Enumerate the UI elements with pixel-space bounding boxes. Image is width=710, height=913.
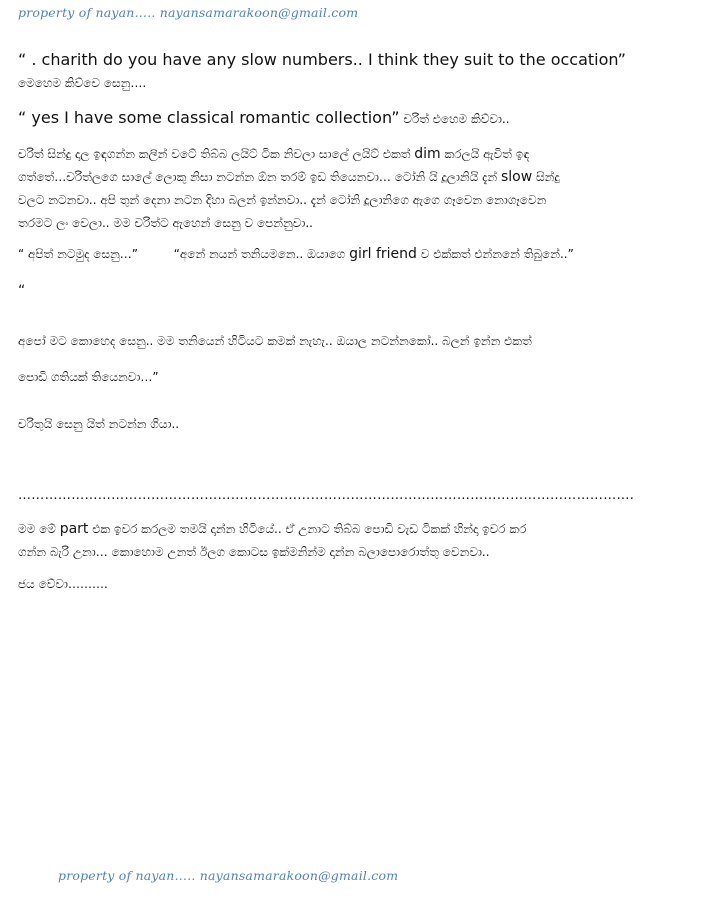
- sinhala-text: ගත්තේ…චරිත්ලගෙ සාලේ ලොකු නිසා නටන්න ඕන තරම් ඉඩ තියෙනවා… ටෝනි යි දූලානියි දැන්: [18, 170, 498, 184]
- paragraph-3: [18, 143, 692, 235]
- paragraph-3-line-2: [18, 166, 692, 189]
- english-quote: “ . charith do you have any slow numbers.. I think they suit to the occation”: [18, 50, 626, 69]
- header-watermark: property of nayan….. nayansamarakoon@gmail.com: [18, 5, 359, 20]
- sinhala-quote: “ අපිත් නටමුද සෙනු…”: [18, 247, 139, 261]
- footer-watermark: property of nayan….. nayansamarakoon@gmail.com: [58, 868, 399, 883]
- paragraph-7: චරිතුයි සෙනු යිත් නටන්න ගියා..: [18, 417, 180, 431]
- paragraph-8: [18, 518, 692, 564]
- paragraph-6-line-1: අපෝ මට කොහෙද සෙනු.. මම තනියෙන් හිටියට කමක් නැහැ.. ඔයාල නටන්නකෝ.. බලන් ඉන්න එකත්: [18, 334, 532, 348]
- divider-dots: ………………………………………………………………………………………………………………………….: [18, 488, 635, 503]
- paragraph-4: [18, 243, 692, 266]
- sinhala-text: මම මේ: [18, 522, 56, 536]
- paragraph-8-line-2: ගන්න බැරි උනා… කොහොම උනත් ඊලග කොටස ඉක්මනින්ම දාන්න බලාපොරොත්තු වෙනවා..: [18, 545, 490, 559]
- paragraph-3-line-1: [18, 143, 692, 166]
- paragraph-1: [18, 48, 692, 73]
- sinhala-quote: ව එක්කත් එන්නනේ තිබුනේ..”: [420, 247, 574, 261]
- english-word: dim: [414, 146, 441, 162]
- paragraph-2: [18, 106, 692, 131]
- english-quote: “ yes I have some classical romantic collection”: [18, 108, 400, 127]
- paragraph-5: [18, 280, 692, 303]
- paragraph-8-line-1: [18, 518, 692, 541]
- english-word: part: [59, 521, 89, 537]
- sinhala-text: එක ඉවර කරලම තමයි දාන්න හිටියේ.. ඒ උනාට තිබ්බ පොඩි වැඩ ටිකක් හින්දා ඉවර කර: [92, 522, 527, 536]
- open-quote: “: [18, 283, 26, 299]
- sinhala-quote: “අනේ නයන් තනියමනෙ.. ඔයාගෙ: [173, 247, 346, 261]
- paragraph-9: ජය වේවා……….: [18, 577, 108, 591]
- sinhala-text: චරිත් එහෙම කිව්වා..: [403, 112, 510, 126]
- paragraph-1-tail: [18, 72, 692, 95]
- sinhala-text: සින්දු: [536, 170, 560, 184]
- paragraph-6-line-2: පොඩි ගතියක් තියෙනවා…”: [18, 370, 159, 384]
- sinhala-text: චරිත් සින්දු දාල ඉඳගන්න කලින් වටේ තිබ්බ ලයිට් ටික නිවලා සාලේ ලයිට් එකත්: [18, 147, 411, 161]
- paragraph-3-line-3: වලට නටනවා.. අපි තුන් දෙනා නටන දිහා බලන් ඉන්නවා.. දැන් ටෝනි දූලානිගෙ ඇගෙ ගෑවෙන නොගෑවෙන: [18, 193, 547, 207]
- paragraph-3-line-4: තරමට ලං වෙලා.. මම චරිත්ට ඇහෙන් සෙනු ව පෙන්නුවා..: [18, 216, 313, 230]
- english-word: slow: [501, 169, 533, 185]
- english-word: girl friend: [349, 246, 417, 262]
- sinhala-text: කරලයි ඇවිත් ඉඳ: [444, 147, 530, 161]
- sinhala-text: මෙහෙම කිව්වෙ සෙනු….: [18, 76, 147, 90]
